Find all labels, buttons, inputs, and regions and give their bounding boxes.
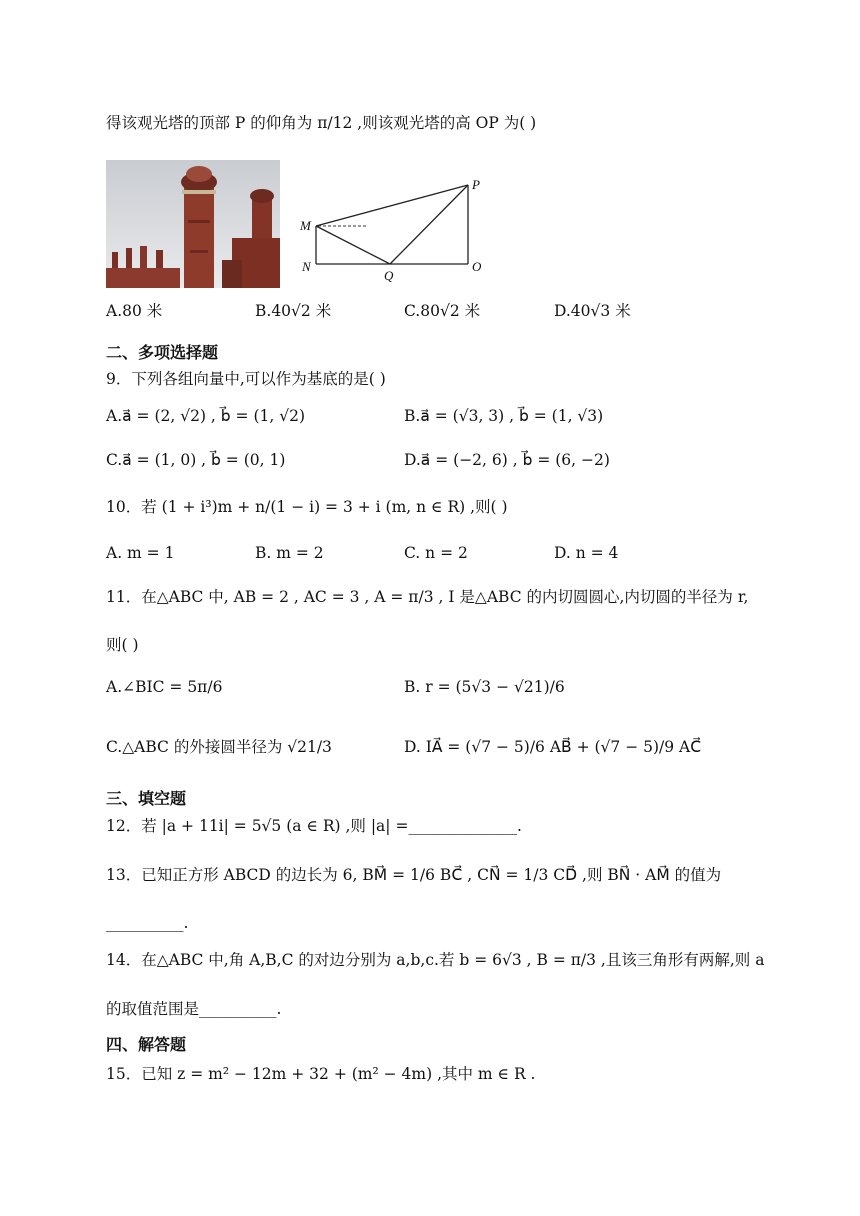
label-M: M (300, 218, 311, 233)
q8-option-a: A.80 米 (106, 302, 163, 320)
q14-stem-continued: 的取值范围是__________. (106, 1000, 282, 1018)
q10-option-c: C. n = 2 (404, 544, 468, 562)
q14-stem: 14．在△ABC 中,角 A,B,C 的对边分别为 a,b,c.若 b = 6√3 , B = π/3 ,且该三角形有两解,则 a (106, 951, 765, 969)
label-Q: Q (384, 268, 394, 283)
section-title-multiple-choice: 二、多项选择题 (106, 343, 219, 362)
q11-option-c: C.△ABC 的外接圆半径为 √21/3 (106, 738, 332, 756)
q11-stem-continued: 则( ) (106, 636, 139, 654)
q9-option-a: A.a⃗ = (2, √2) , b⃗ = (1, √2) (106, 407, 306, 425)
q8-option-d: D.40√3 米 (554, 302, 631, 320)
label-N: N (302, 259, 311, 274)
q15-stem: 15．已知 z = m² − 12m + 32 + (m² − 4m) ,其中 m ∈ R . (106, 1065, 536, 1083)
q10-option-d: D. n = 4 (554, 544, 619, 562)
q9-option-c: C.a⃗ = (1, 0) , b⃗ = (0, 1) (106, 451, 286, 469)
q11-stem: 11．在△ABC 中, AB = 2 , AC = 3 , A = π/3 , I 是△ABC 的内切圆圆心,内切圆的半径为 r, (106, 588, 749, 606)
q13-stem-continued: __________. (106, 914, 189, 932)
q11-option-a: A.∠BIC = 5π/6 (106, 678, 223, 696)
label-O: O (472, 259, 482, 274)
line-MP (316, 185, 468, 226)
q10-option-a: A. m = 1 (106, 544, 175, 562)
q13-stem: 13．已知正方形 ABCD 的边长为 6, BM⃗ = 1/6 BC⃗ , CN⃗ = 1/3 CD⃗ ,则 BN⃗ · AM⃗ 的值为 (106, 866, 722, 884)
q8-option-b: B.40√2 米 (255, 302, 332, 320)
q9-option-b: B.a⃗ = (√3, 3) , b⃗ = (1, √3) (404, 407, 604, 425)
q11-option-b: B. r = (5√3 − √21)/6 (404, 678, 565, 696)
line-MQ (316, 226, 390, 264)
tower-photo (106, 160, 280, 288)
line-QP (390, 185, 468, 264)
q12-stem: 12．若 |a + 11i| = 5√5 (a ∈ R) ,则 |a| =______________. (106, 817, 522, 835)
q10-stem: 10．若 (1 + i³)m + n/(1 − i) = 3 + i (m, n ∈ R) ,则( ) (106, 498, 508, 516)
label-P: P (472, 177, 480, 192)
q11-option-d: D. IA⃗ = (√7 − 5)/6 AB⃗ + (√7 − 5)/9 AC⃗ (404, 738, 702, 756)
q9-option-d: D.a⃗ = (−2, 6) , b⃗ = (6, −2) (404, 451, 610, 469)
q8-option-c: C.80√2 米 (404, 302, 481, 320)
q10-option-b: B. m = 2 (255, 544, 324, 562)
geometry-diagram (296, 172, 492, 284)
q9-stem: 9．下列各组向量中,可以作为基底的是( ) (106, 370, 386, 388)
section-title-solutions: 四、解答题 (106, 1035, 187, 1054)
section-title-fill-in: 三、填空题 (106, 789, 187, 808)
q8-stem: 得该观光塔的顶部 P 的仰角为 π/12 ,则该观光塔的高 OP 为( ) (106, 114, 537, 132)
